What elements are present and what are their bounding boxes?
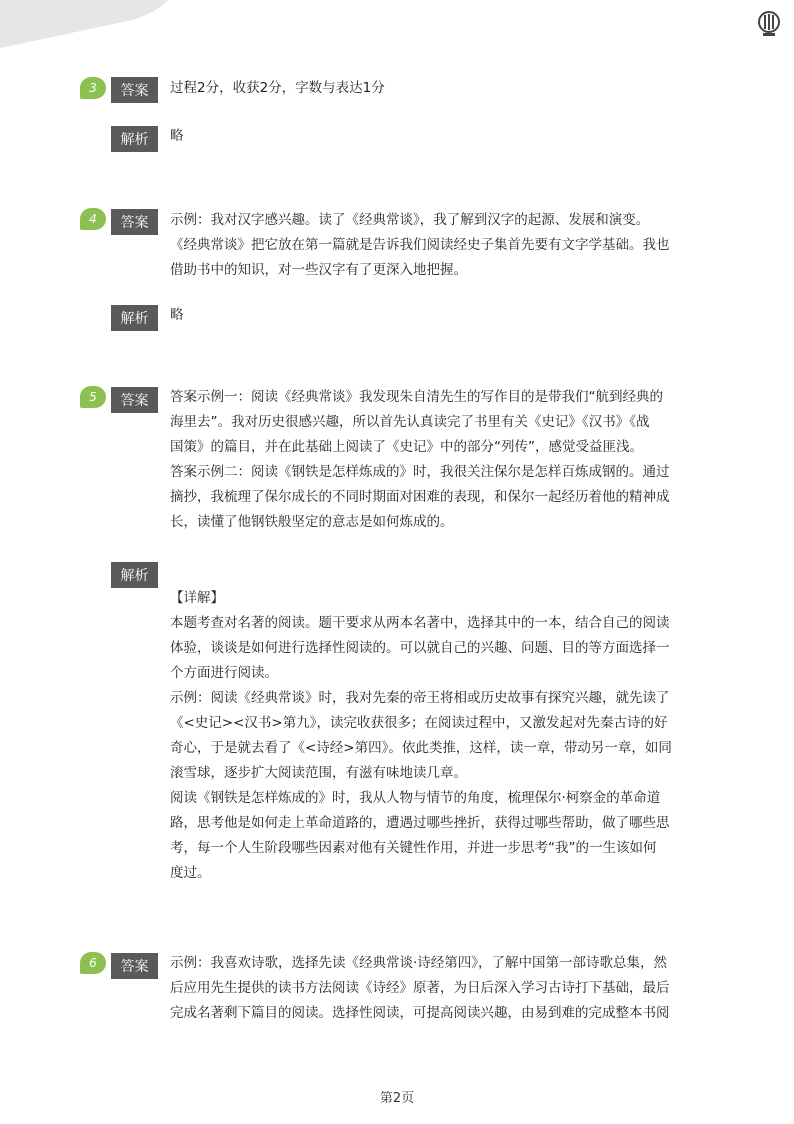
text-line: 摘抄，我梳理了保尔成长的不同时期面对困难的表现，和保尔一起经历着他的精神成 <box>170 489 670 505</box>
analysis-tag-3: 解析 <box>111 126 158 152</box>
question-number-3: 3 <box>80 77 106 99</box>
analysis-tag-5: 解析 <box>111 562 158 588</box>
answer-tag-4: 答案 <box>111 209 158 235</box>
text-line: 过程2分，收获2分，字数与表达1分 <box>170 80 385 96</box>
text-line: 答案示例二：阅读《钢铁是怎样炼成的》时，我很关注保尔是怎样百炼成钢的。通过 <box>170 464 670 480</box>
text-line: 略 <box>170 307 184 323</box>
analysis-tag-4: 解析 <box>111 305 158 331</box>
text-line: 度过。 <box>170 865 211 881</box>
text-line: 国策》的篇目，并在此基础上阅读了《史记》中的部分“列传”，感觉受益匪浅。 <box>170 439 643 455</box>
text-line: 答案示例一：阅读《经典常谈》我发现朱自清先生的写作目的是带我们“航到经典的 <box>170 389 663 405</box>
text-line: 后应用先生提供的读书方法阅读《诗经》原著，为日后深入学习古诗打下基础，最后 <box>170 980 670 996</box>
text-line: 海里去”。我对历史很感兴趣，所以首先认真读完了书里有关《史记》《汉书》《战 <box>170 414 650 430</box>
text-line: 考，每一个人生阶段哪些因素对他有关键性作用，并进一步思考“我”的一生该如何 <box>170 840 657 856</box>
question-number-4: 4 <box>80 208 106 230</box>
text-line: 示例：我喜欢诗歌，选择先读《经典常谈·诗经第四》，了解中国第一部诗歌总集，然 <box>170 955 668 971</box>
question-number-5: 5 <box>80 386 106 408</box>
answer-text-4 <box>170 208 710 283</box>
question-number-6: 6 <box>80 952 106 974</box>
analysis-text-3 <box>170 124 710 149</box>
detail-heading: 【详解】 <box>170 590 224 606</box>
text-line: 示例：我对汉字感兴趣。读了《经典常谈》，我了解到汉字的起源、发展和演变。 <box>170 212 650 228</box>
page-number: 第2页 <box>379 1091 415 1106</box>
text-line: 体验，谈谈是如何进行选择性阅读的。可以就自己的兴趣、问题、目的等方面选择一 <box>170 640 670 656</box>
text-line: 阅读《钢铁是怎样炼成的》时，我从人物与情节的角度，梳理保尔·柯察金的革命道 <box>170 790 661 806</box>
answer-text-3 <box>170 76 710 101</box>
text-line: 长，读懂了他钢铁般坚定的意志是如何炼成的。 <box>170 514 454 530</box>
text-line: 借助书中的知识，对一些汉字有了更深入地把握。 <box>170 262 467 278</box>
answer-text-5 <box>170 385 710 535</box>
corner-decoration <box>0 0 208 54</box>
text-line: 《经典常谈》把它放在第一篇就是告诉我们阅读经史子集首先要有文字学基础。我也 <box>170 237 670 253</box>
analysis-text-4 <box>170 303 710 328</box>
answer-tag-3: 答案 <box>111 77 158 103</box>
text-line: 示例：阅读《经典常谈》时，我对先秦的帝王将相或历史故事有探究兴趣，就先读了 <box>170 690 670 706</box>
publisher-logo-icon <box>756 10 782 38</box>
answer-tag-6: 答案 <box>111 953 158 979</box>
text-line: 完成名著剩下篇目的阅读。选择性阅读，可提高阅读兴趣，由易到难的完成整本书阅 <box>170 1005 670 1021</box>
text-line: 路，思考他是如何走上革命道路的，遭遇过哪些挫折，获得过哪些帮助，做了哪些思 <box>170 815 670 831</box>
text-line: 个方面进行阅读。 <box>170 665 278 681</box>
text-line: 《<史记><汉书>第九》，读完收获很多；在阅读过程中，又激发起对先秦古诗的好 <box>170 715 668 731</box>
text-line: 本题考查对名著的阅读。题干要求从两本名著中，选择其中的一本，结合自己的阅读 <box>170 615 670 631</box>
text-line: 奇心，于是就去看了《<诗经>第四》。依此类推，这样，读一章，带动另一章，如同 <box>170 740 672 756</box>
text-line: 滚雪球，逐步扩大阅读范围，有滋有味地读几章。 <box>170 765 467 781</box>
text-line: 略 <box>170 128 184 144</box>
answer-tag-5: 答案 <box>111 387 158 413</box>
analysis-text-5 <box>170 586 710 886</box>
answer-text-6 <box>170 951 710 1026</box>
